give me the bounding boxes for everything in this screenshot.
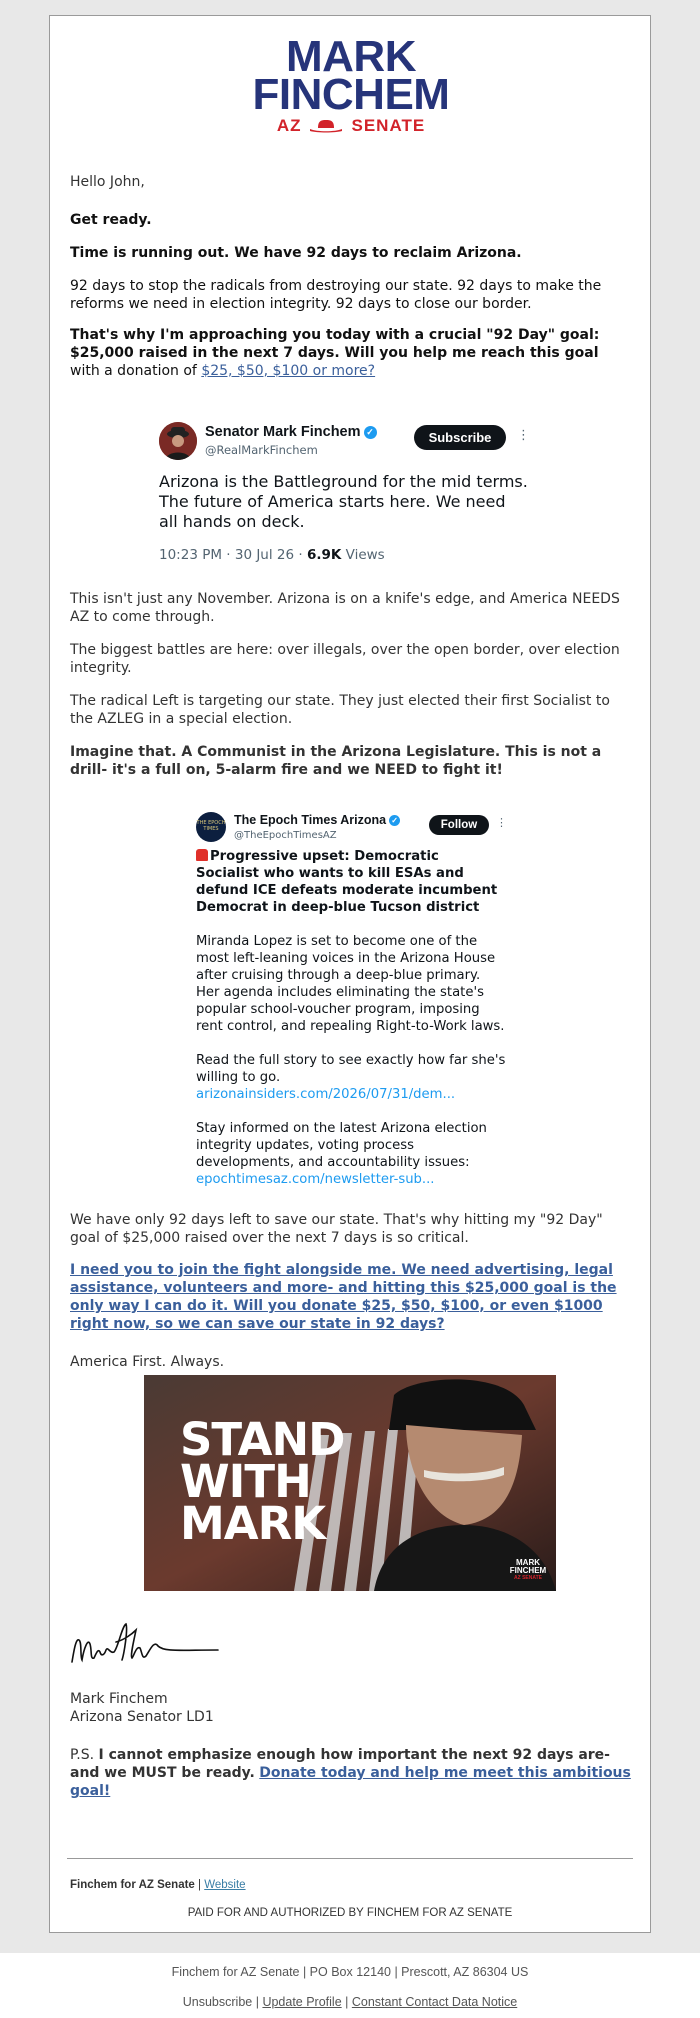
photo-text-with: WITH	[180, 1455, 311, 1508]
footer-divider	[67, 1858, 633, 1859]
tweet-author-name[interactable]: Senator Mark Finchem ✓	[205, 424, 377, 440]
tweet-body	[196, 848, 506, 1188]
tweet-meta	[159, 547, 385, 563]
photo-corner-logo-mark: MARK	[516, 1558, 540, 1567]
logo-line-mark: MARK	[286, 32, 416, 81]
imagine-paragraph: Imagine that. A Communist in the Arizona Legislature. This is not a drill- it's a full on, 5-alarm fire and we NEED to fight it!	[70, 744, 602, 778]
tweet-author-handle[interactable]: @RealMarkFinchem	[205, 443, 318, 457]
tweet-text: Arizona is the Battleground for the mid terms. The future of America starts here. We need all hands on deck.	[159, 472, 528, 531]
tweet-body-paragraph: Stay informed on the latest Arizona election integrity updates, voting process developments, and accountability issues:	[196, 1121, 487, 1170]
photo-text-mark: MARK	[180, 1497, 326, 1550]
tweet-author-handle[interactable]: @TheEpochTimesAZ	[234, 830, 337, 841]
battles-paragraph: The biggest battles are here: over illegals, over the open border, over election integrity.	[70, 642, 620, 676]
tweet-author-name[interactable]: The Epoch Times Arizona ✓	[234, 813, 400, 827]
paid-for-disclaimer: PAID FOR AND AUTHORIZED BY FINCHEM FOR AZ SENATE	[187, 1907, 513, 1919]
hat-icon	[309, 119, 343, 133]
signature-title: Arizona Senator LD1	[70, 1709, 214, 1725]
tweet-views-label: Views	[341, 547, 385, 563]
footer-links	[0, 1995, 700, 2009]
november-paragraph: This isn't just any November. Arizona is on a knife's edge, and America NEEDS AZ to come through.	[70, 591, 620, 625]
ps-donate-link[interactable]: Donate today and help me meet this ambitious goal!	[70, 1765, 631, 1799]
logo-line-office	[240, 116, 462, 136]
tweet-views-count: 6.9K	[306, 547, 342, 563]
donate-amounts-link[interactable]: $25, $50, $100 or more?	[201, 363, 376, 379]
stand-with-mark-image[interactable]	[144, 1375, 556, 1591]
more-options-icon[interactable]: ⋮	[517, 428, 530, 443]
subscribe-button[interactable]: Subscribe	[414, 425, 506, 450]
goal-plain-text: with a donation of	[70, 363, 202, 379]
avatar	[159, 422, 197, 460]
only92-paragraph: We have only 92 days left to save our state. That's why hitting my "92 Day" goal of $25,000 raised over the next 7 days is so critical.	[70, 1212, 603, 1246]
email-service-footer	[0, 1953, 700, 2018]
ps-prefix: P.S.	[70, 1747, 99, 1763]
logo-line-finchem: FINCHEM	[252, 70, 450, 119]
avatar: THE EPOCH TIMES	[196, 812, 226, 842]
footer-separator: |	[252, 1995, 263, 2009]
tweet-time: 10:23 PM · 30 Jul 26 ·	[159, 547, 307, 563]
sender-address: Finchem for AZ Senate | PO Box 12140 | Prescott, AZ 86304 US	[171, 1965, 529, 1979]
cta-paragraph	[70, 1261, 632, 1333]
goal-paragraph	[70, 326, 632, 380]
verified-badge-icon: ✓	[364, 426, 377, 439]
america-first-text: America First. Always.	[70, 1354, 225, 1370]
signature-name: Mark Finchem	[70, 1691, 168, 1707]
footer-separator: |	[194, 1879, 205, 1891]
logo-office: SENATE	[351, 116, 426, 135]
get-ready-text: Get ready.	[70, 212, 152, 228]
photo-text-stand: STAND	[180, 1413, 345, 1466]
photo-corner-logo-finchem: FINCHEM	[509, 1566, 547, 1575]
more-options-icon[interactable]: ⋮	[496, 816, 507, 829]
time-running-text: Time is running out. We have 92 days to reclaim Arizona.	[70, 245, 522, 261]
data-notice-link[interactable]: Constant Contact Data Notice	[351, 1995, 518, 2009]
footer-org-line	[70, 1879, 246, 1891]
donate-cta-link[interactable]: I need you to join the fight alongside me. We need advertising, legal assistance, volunteers and more- and hitting this $25,000 goal is the only way I can do it. Will you donate $25, $50, $100, or even $1000 right now, so we can save our state in 92 days?	[70, 1262, 617, 1332]
siren-icon	[196, 849, 208, 861]
tweet-body-paragraph: Miranda Lopez is set to become one of the most left-leaning voices in the Arizona House after cruising through a deep-blue primary. Her agenda includes eliminating the state's popular school-voucher program, imposing rent control, and repealing Right-to-Work laws.	[196, 934, 505, 1034]
ps-paragraph	[70, 1746, 632, 1800]
footer-org: Finchem for AZ Senate	[70, 1879, 195, 1891]
logo-state: AZ	[276, 116, 302, 135]
handwritten-signature	[70, 1620, 220, 1672]
footer-website-link[interactable]: Website	[204, 1879, 246, 1891]
radical-paragraph: The radical Left is targeting our state. They just elected their first Socialist to the AZLEG in a special election.	[70, 693, 610, 727]
tweet-newsletter-link[interactable]: epochtimesaz.com/newsletter-sub...	[196, 1172, 435, 1187]
tweet-article-link[interactable]: arizonainsiders.com/2026/07/31/dem...	[196, 1087, 456, 1102]
follow-button[interactable]: Follow	[429, 815, 489, 835]
days-paragraph: 92 days to stop the radicals from destroying our state. 92 days to make the reforms we need in election integrity. 92 days to close our border.	[70, 278, 602, 312]
greeting: Hello John,	[70, 174, 145, 190]
footer-separator: |	[341, 1995, 352, 2009]
tweet-body-paragraph: Read the full story to see exactly how far she's willing to go.	[196, 1053, 506, 1085]
campaign-logo	[240, 32, 462, 136]
tweet-headline: Progressive upset: Democratic Socialist who wants to kill ESAs and defund ICE defeats moderate incumbent Democrat in deep-blue Tucson district	[196, 849, 498, 915]
verified-badge-icon: ✓	[389, 815, 400, 826]
update-profile-link[interactable]: Update Profile	[262, 1995, 342, 2009]
email-card	[49, 15, 651, 1933]
goal-bold-text: That's why I'm approaching you today with a crucial "92 Day" goal: $25,000 raised in the next 7 days. Will you help me reach this goal	[70, 327, 600, 361]
ps-bold-text: I cannot emphasize enough how important the next 92 days are- and we MUST be ready.	[70, 1747, 610, 1781]
unsubscribe-link[interactable]: Unsubscribe	[182, 1995, 253, 2009]
photo-corner-logo-office: AZ SENATE	[514, 1575, 542, 1581]
